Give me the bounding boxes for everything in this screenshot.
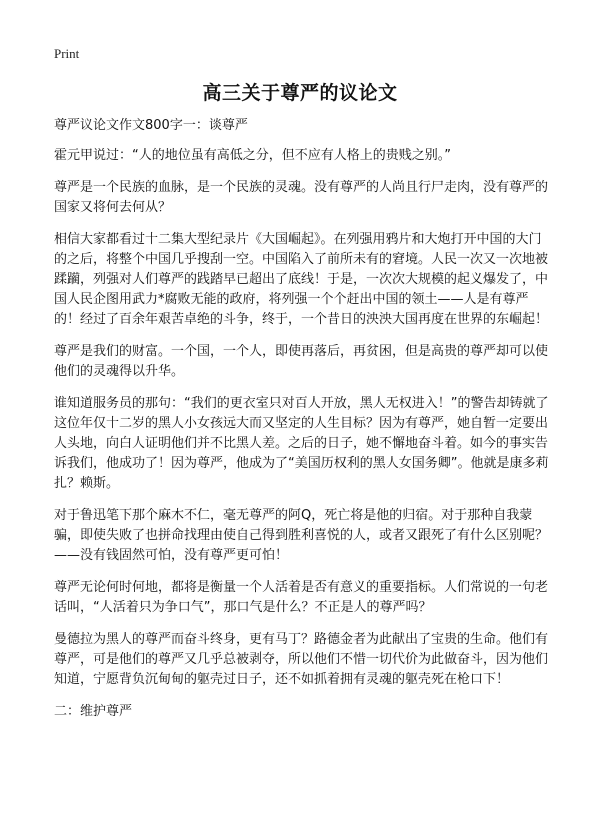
body-paragraph: 谁知道服务员的那句：“我们的更衣室只对百人开放，黑人无权进入！”的警告却铸就了这位年仅十二岁的黑人小女孩远大而又坚定的人生目标？因为有尊严，她自暂一定要出人头地，向白人证明他们并不比黑人差。之后的日子，她不懈地奋斗着。如今的事实告诉我们，他成功了！因为尊严，他成为了“美国历权利的黑人女国务卿”。他就是康多莉扎？赖斯。 (54, 396, 549, 491)
body-paragraph: 尊严是我们的财富。一个国，一个人，即使再落后，再贫困，但是高贵的尊严却可以使他们的灵魂得以升华。 (54, 344, 549, 379)
body-paragraph: 相信大家都看过十二集大型纪录片《大国崛起》。在列强用鸦片和大炮打开中国的大门的之后，将整个中国几乎搜刮一空。中国陷入了前所未有的窘境。人民一次又一次地被蹂躏，列强对人们尊严的践踏早已超出了底线！于是，一次次大规模的起义爆发了，中国人民企图用武力*腐败无能的政府，将列强一个个赶出中国的领土——人是有尊严的！经过了百余年艰苦卓绝的斗争，终于，一个昔日的泱泱大国再度在世界的东崛起！ (54, 232, 549, 327)
body-paragraph: 对于鲁迅笔下那个麻木不仁，毫无尊严的阿Q，死亡将是他的归宿。对于那种自我蒙骗，即使失败了也拼命找理由使自己得到胜利喜悦的人，或者又跟死了有什么区别呢？——没有钱固然可怕，没有尊严更可怕！ (54, 508, 549, 563)
print-link[interactable]: Print (54, 46, 80, 61)
article-body (54, 116, 554, 734)
body-paragraph: 曼德拉为黑人的尊严而奋斗终身，更有马丁？路德金者为此献出了宝贵的生命。他们有尊严，可是他们的尊严又几乎总被剥夺，所以他们不惜一切代价为此做奋斗，因为他们知道，宁愿背负沉甸甸的躯壳过日子，还不如抓着拥有灵魂的躯壳死在枪口下！ (54, 632, 549, 687)
body-paragraph: 尊严无论何时何地，都将是衡量一个人活着是否有意义的重要指标。人们常说的一句老话叫，“人活着只为争口气”，那口气是什么？不正是人的尊严吗？ (54, 580, 549, 615)
body-paragraph: 尊严是一个民族的血脉，是一个民族的灵魂。没有尊严的人尚且行尸走肉，没有尊严的国家又将何去何从？ (54, 180, 549, 215)
page-title: 高三关于尊严的议论文 (202, 82, 398, 104)
quote-paragraph: 霍元甲说过：“人的地位虽有高低之分，但不应有人格上的贵贱之别。” (54, 148, 451, 163)
section-heading: 二：维护尊严 (54, 704, 133, 719)
subtitle-paragraph: 尊严议论文作文800字一：谈尊严 (54, 118, 248, 133)
